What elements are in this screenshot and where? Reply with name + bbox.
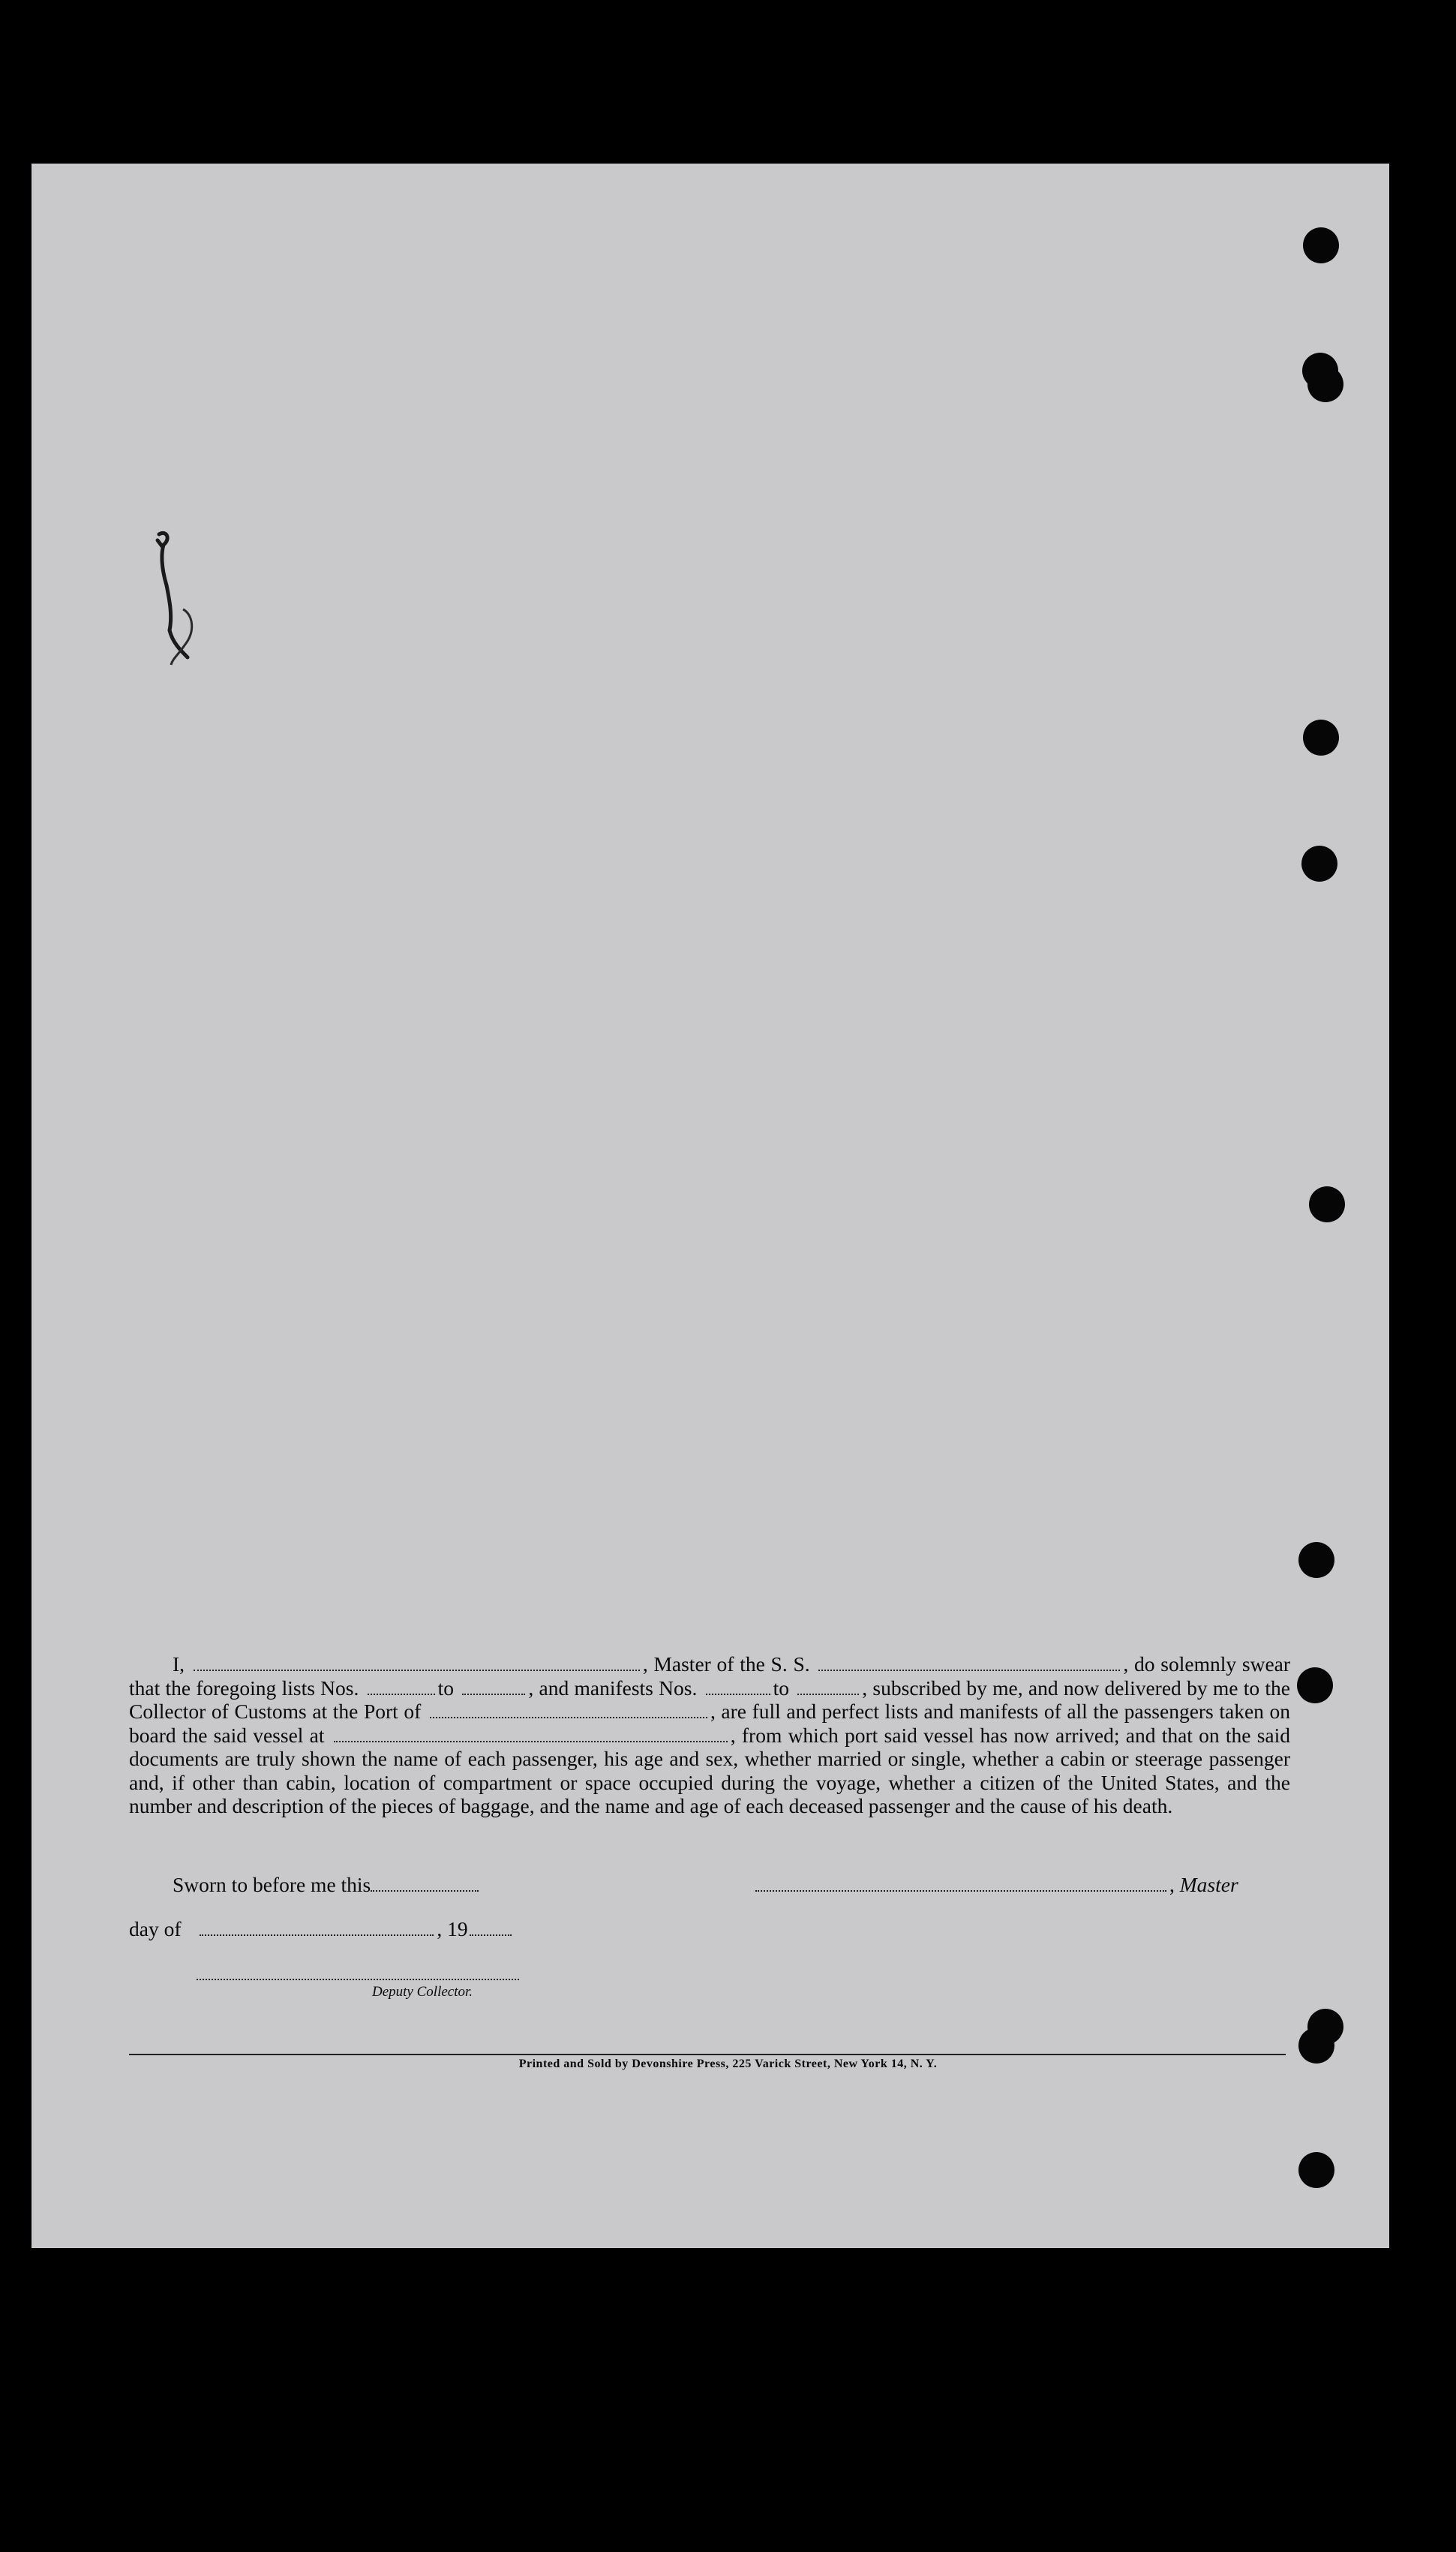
- punch-hole: [1301, 846, 1337, 882]
- punch-hole: [1297, 1667, 1333, 1703]
- manifest-from-line: [706, 1693, 770, 1695]
- printer-imprint: Printed and Sold by Devonshire Press, 225 Varick Street, New York 14, N. Y.: [518, 2058, 938, 2070]
- day-of-text: day of: [129, 1917, 182, 1940]
- oath-text: , from which port said vessel has now arrived; and that on the said documents are truly shown the name of each passenger, his age and sex, whether married or single, whether a cabin or steerage passenger and, if other than cabin, location of compartment or space occupied during the voyage, whether a citizen of the United States, and the number and description of the pieces of baggage, and the name and age of each deceased passenger and the cause of his death.: [129, 1723, 1291, 1817]
- list-to-line: [462, 1693, 525, 1695]
- oath-text: , and manifests Nos.: [528, 1676, 698, 1700]
- master-oath-paragraph: [129, 1652, 1290, 1818]
- ship-name-line: [818, 1669, 1120, 1671]
- month-line: [200, 1934, 434, 1936]
- day-of-row: [129, 1917, 515, 1941]
- oath-text: to: [437, 1676, 455, 1700]
- embark-port-line: [334, 1740, 728, 1742]
- list-from-line: [368, 1693, 435, 1695]
- punch-hole: [1303, 227, 1339, 263]
- year-line: [470, 1934, 512, 1936]
- oath-text: I,: [173, 1652, 185, 1676]
- oath-text: , are full and perfect lists and manifests of all the passengers taken on board the said vessel at: [129, 1700, 1291, 1747]
- footer-rule: [129, 2054, 1286, 2055]
- sworn-day-line: [371, 1889, 479, 1892]
- master-label: Master: [1179, 1873, 1238, 1896]
- oath-text: to: [773, 1676, 789, 1700]
- deputy-collector-label: Deputy Collector.: [372, 1984, 473, 2000]
- punch-hole: [1298, 1542, 1334, 1578]
- punch-hole: [1298, 2152, 1334, 2188]
- ink-smudge: [150, 525, 218, 675]
- punch-hole: [1309, 1186, 1345, 1222]
- sworn-text: Sworn to before me this: [173, 1873, 371, 1896]
- sworn-row: [173, 1873, 482, 1897]
- master-signature-row: , Master: [752, 1873, 1238, 1897]
- manifest-to-line: [797, 1693, 859, 1695]
- deputy-signature-line: [197, 1978, 519, 1980]
- port-line: [430, 1716, 707, 1718]
- oath-text: , subscribed by me, and now delivered by me to the Collector of Customs at the Port of: [129, 1676, 1290, 1723]
- master-name-line: [194, 1669, 640, 1671]
- oath-text: , Master of the S. S.: [642, 1652, 810, 1676]
- punch-hole: [1307, 366, 1343, 402]
- deputy-signature-row: [197, 1961, 519, 1985]
- oath-text: , do solemnly swear that the foregoing lists Nos.: [129, 1652, 1291, 1700]
- master-signature-line: [755, 1889, 1166, 1892]
- year-prefix: , 19: [437, 1917, 468, 1940]
- punch-hole: [1303, 720, 1339, 756]
